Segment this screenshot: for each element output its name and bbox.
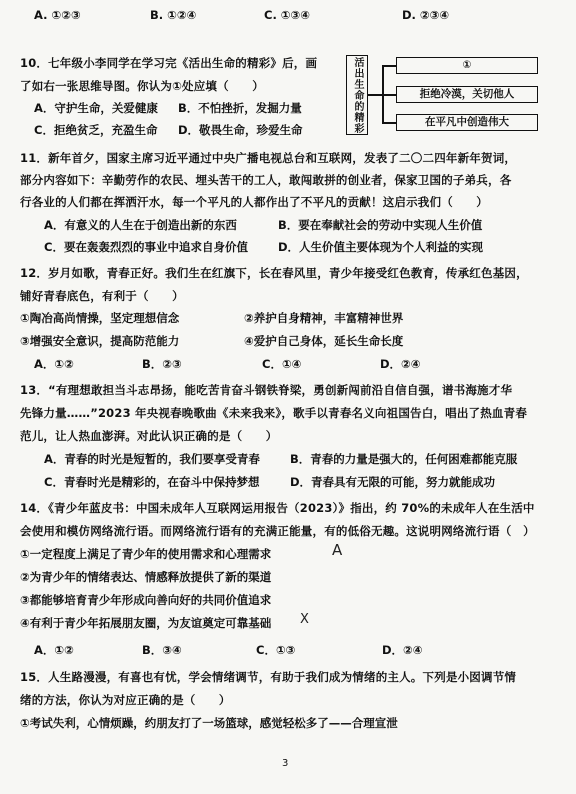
q12-item-3: ③增强安全意识，提高防范能力 bbox=[20, 334, 180, 348]
q14-option-b: B．③④ bbox=[142, 643, 182, 657]
q12-item-4: ④爱护自己身体，延长生命长度 bbox=[244, 334, 404, 348]
q13-stem-line2: 先锋力量……”2023 年央视春晚歌曲《未来我来》，歌手以青春名义向祖国告白，唱出了热血青春 bbox=[20, 406, 528, 420]
q10-stem-line2: 了如右一张思维导图。你认为①处应填（ ） bbox=[20, 79, 264, 93]
q10-mind-map bbox=[346, 55, 542, 135]
q10-option-c: C．拒绝贫乏，充盈生命 bbox=[34, 123, 158, 137]
q15-item-1: ①考试失利，心情烦躁，约朋友打了一场篮球，感觉轻松多了——合理宣泄 bbox=[20, 716, 398, 730]
q14-stem-line2: 会使用和模仿网络流行语。而网络流行语有的充满正能量，有的低俗无趣。这说明网络流行语（ ） bbox=[20, 524, 535, 538]
q10-option-a: A．守护生命，关爱健康 bbox=[34, 101, 158, 115]
q12-option-c: C．①④ bbox=[262, 357, 302, 371]
mind-map-box-1: ① bbox=[396, 57, 538, 74]
q9-option-a: A. ①②③ bbox=[34, 8, 81, 22]
mind-map-title: 活出生命的精彩 bbox=[346, 55, 368, 135]
q13-stem-line1: 13．“有理想敢担当斗志昂扬，能吃苦肯奋斗钢铁脊梁，勇创新闯前沿自信自强，谱书海施才华 bbox=[20, 383, 513, 397]
q14-option-c: C．①③ bbox=[256, 643, 296, 657]
q10-option-d: D．敬畏生命，珍爱生命 bbox=[178, 123, 303, 137]
page-number: 3 bbox=[282, 758, 289, 769]
q10-stem-line1: 10．七年级小李同学在学习完《活出生命的精彩》后，画 bbox=[20, 56, 318, 70]
q10-option-b: B．不怕挫折，发掘力量 bbox=[178, 101, 302, 115]
q15-stem-line2: 绪的方法，你认为对应正确的是（ ） bbox=[20, 693, 231, 707]
q14-item-4: ④有利于青少年拓展朋友圈，为友谊奠定可靠基础 bbox=[20, 616, 272, 630]
q9-option-c: C. ①③④ bbox=[264, 8, 311, 22]
q13-option-c: C．青春时光是精彩的，在奋斗中保持梦想 bbox=[44, 475, 260, 489]
q12-option-d: D．②④ bbox=[380, 357, 421, 371]
q13-option-a: A．青春的时光是短暂的，我们要享受青春 bbox=[44, 452, 260, 466]
q14-option-a: A．①② bbox=[34, 643, 74, 657]
q11-stem-line2: 部分内容如下：辛勤劳作的农民、埋头苦干的工人，敢闯敢拼的创业者，保家卫国的子弟兵，各 bbox=[20, 173, 512, 187]
q9-option-d: D. ②③④ bbox=[402, 8, 450, 22]
q15-stem-line1: 15．人生路漫漫，有喜也有忧，学会情绪调节，有助于我们成为情绪的主人。下列是小囡调节情 bbox=[20, 670, 517, 684]
handwritten-answer-mark: A bbox=[332, 541, 343, 559]
mind-map-box-3: 在平凡中创造伟大 bbox=[396, 114, 538, 131]
q11-option-b: B．要在奉献社会的劳动中实现人生价值 bbox=[278, 218, 483, 232]
q13-stem-line3: 范儿，让人热血澎湃。对此认识正确的是（ ） bbox=[20, 429, 278, 443]
q11-stem-line3: 行各业的人们都在挥洒汗水，每一个平凡的人都作出了不平凡的贡献！这启示我们（ ） bbox=[20, 195, 488, 209]
q11-option-d: D．人生价值主要体现为个人利益的实现 bbox=[278, 240, 484, 254]
q12-stem-line2: 铺好青春底色，有利于（ ） bbox=[20, 289, 184, 303]
q9-option-b: B. ①②④ bbox=[150, 8, 197, 22]
q13-option-b: B．青春的力量是强大的，任何困难都能克服 bbox=[290, 452, 518, 466]
q14-item-2: ②为青少年的情绪表达、情感释放提供了新的渠道 bbox=[20, 570, 272, 584]
q11-option-a: A．有意义的人生在于创造出新的东西 bbox=[44, 218, 237, 232]
q11-option-c: C．要在轰轰烈烈的事业中追求自身价值 bbox=[44, 240, 248, 254]
q14-item-1: ①一定程度上满足了青少年的使用需求和心理需求 bbox=[20, 547, 272, 561]
q13-option-d: D．青春具有无限的可能，努力就能成功 bbox=[290, 475, 496, 489]
mind-map-box-2: 拒绝冷漠，关切他人 bbox=[396, 86, 538, 103]
q12-option-b: B．②③ bbox=[142, 357, 182, 371]
handwritten-cross-mark: X bbox=[300, 612, 309, 627]
q14-stem-line1: 14．《青少年蓝皮书：中国未成年人互联网运用报告（2023）》指出，约 70%的未成年人在生活中 bbox=[20, 501, 535, 515]
q12-item-1: ①陶冶高尚情操，坚定理想信念 bbox=[20, 311, 180, 325]
q12-item-2: ②养护自身精神，丰富精神世界 bbox=[244, 311, 404, 325]
q11-stem-line1: 11．新年首夕，国家主席习近平通过中央广播电视总台和互联网，发表了二〇二四年新年贺词， bbox=[20, 151, 517, 165]
q14-item-3: ③都能够培育青少年形成向善向好的共同价值追求 bbox=[20, 593, 272, 607]
q12-stem-line1: 12．岁月如歌，青春正好。我们生在红旗下，长在春风里，青少年接受红色教育，传承红色基因， bbox=[20, 266, 528, 280]
q12-option-a: A．①② bbox=[34, 357, 74, 371]
q14-option-d: D．②④ bbox=[382, 643, 423, 657]
